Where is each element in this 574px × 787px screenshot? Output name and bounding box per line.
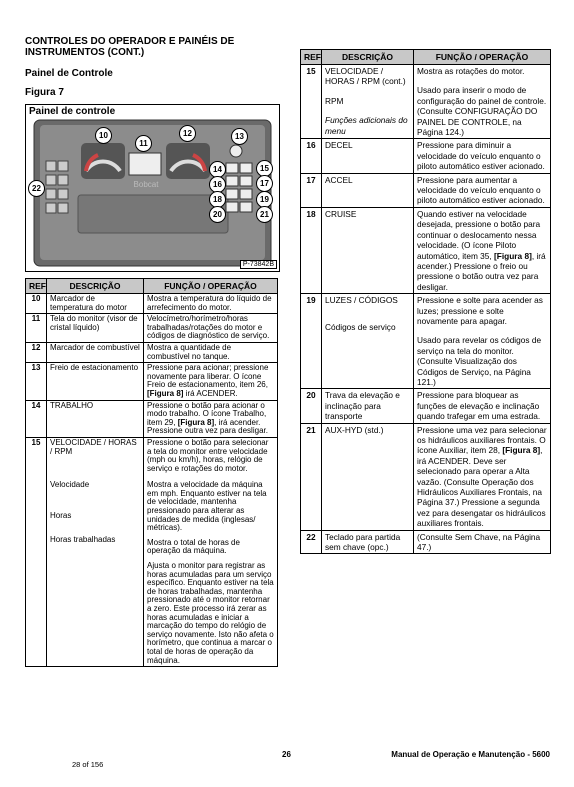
func-text: Pressione e solte para acender as luzes; pressione e solte novamente para apagar.: [417, 295, 543, 326]
row-ref: 15: [301, 65, 322, 139]
pdf-page-indicator: 28 of 156: [72, 760, 104, 769]
callout-20: 20: [209, 206, 226, 223]
callout-18: 18: [209, 191, 226, 208]
func-text: Mostra o total de horas de operação da máquina.: [147, 537, 240, 556]
func-text: , irá acender.) Pressione o freio ou pressione o botão outra vez para desligar.: [417, 250, 546, 292]
row-desc: TRABALHO: [47, 400, 144, 437]
func-text: Quando estiver na velocidade desejada, pressione o botão para continuar o deslocamento nessa velocidade. (O ícone Piloto automático, item 35,: [417, 208, 541, 261]
row-ref: 11: [26, 314, 47, 343]
figure-code: P-73842B: [240, 260, 277, 269]
row-ref: 15: [26, 437, 47, 666]
row-func: Mostra a temperatura do líquido de arrefecimento do motor.: [144, 294, 278, 314]
row-ref: 16: [301, 139, 322, 173]
table-row: [301, 173, 551, 207]
func-text: Usado para inserir o modo de configuração do painel de controle. (Consulte CONFIGURAÇÃO DO PAINEL DE CONTROLE, na Página 124.): [417, 85, 547, 138]
callout-22: 22: [28, 180, 45, 197]
callout-16: 16: [209, 176, 226, 193]
table-row: [301, 294, 551, 389]
row-func: [414, 294, 551, 389]
callout-14: 14: [209, 161, 226, 178]
table-row: [301, 423, 551, 530]
table-row: [301, 65, 551, 139]
row-ref: 12: [26, 342, 47, 362]
callout-19: 19: [256, 191, 273, 208]
table-row: [301, 139, 551, 173]
row-desc: AUX-HYD (std.): [322, 423, 414, 530]
col-header-ref: REF: [301, 50, 322, 65]
row-ref: 10: [26, 294, 47, 314]
col-header-desc: DESCRIÇÃO: [322, 50, 414, 65]
row-func: [144, 400, 278, 437]
row-desc: [47, 437, 144, 666]
col-header-ref: REF: [26, 279, 47, 294]
table-row: [26, 314, 278, 343]
brand-logo: Bobcat: [133, 180, 159, 189]
row-desc: ACCEL: [322, 173, 414, 207]
col-header-func: FUNÇÃO / OPERAÇÃO: [144, 279, 278, 294]
table-header-row: [26, 279, 278, 294]
func-text: Usado para revelar os códigos de serviço na tela do monitor. (Consulte Visualização dos Códigos de Serviço, na Página 121.): [417, 335, 542, 387]
row-func: Pressione para diminuir a velocidade do veículo enquanto o piloto automático estiver acionado.: [414, 139, 551, 173]
func-text: Mostra a velocidade da máquina em mph. Enquanto estiver na tela de velocidade, mantenha pressionado para alterar as unidades de medida (inglesas/ métricas).: [147, 480, 267, 533]
row-func: Velocímetro/horímetro/horas trabalhadas/rotações do motor e códigos de diagnóstico de serviço.: [144, 314, 278, 343]
row-ref: 14: [26, 400, 47, 437]
desc-text: Códigos de serviço: [325, 321, 396, 332]
desc-text: Funções adicionais do menu: [325, 115, 408, 136]
page-heading: CONTROLES DO OPERADOR E PAINÉIS DE INSTRUMENTOS (CONT.): [25, 36, 235, 58]
callout-13: 13: [231, 128, 248, 145]
row-func: Mostra a quantidade de combustível no tanque.: [144, 342, 278, 362]
func-text: Pressione uma vez para selecionar os hidráulicos auxiliares frontais. O ícone Auxiliar, item 28,: [417, 424, 547, 456]
callout-17: 17: [256, 175, 273, 192]
func-text: Pressione para acionar; pressione novamente para liberar. O ícone Freio de estacionamento, item 26,: [147, 363, 269, 390]
figure-ref: [Figura 8]: [494, 250, 532, 261]
section-title: Painel de Controle: [25, 68, 113, 79]
row-desc: Freio de estacionamento: [47, 363, 144, 400]
left-reference-table: [25, 278, 278, 667]
row-func: (Consulte Sem Chave, na Página 47.): [414, 530, 551, 554]
func-text: Pressione o botão para selecionar a tela do monitor entre velocidade (mph ou km/h), horas, relógio de serviço e rotações do motor.: [147, 437, 269, 473]
right-reference-table: [300, 49, 551, 554]
figure-title: Painel de controle: [29, 106, 116, 117]
callout-11: 11: [135, 135, 152, 152]
row-desc: Marcador de temperatura do motor: [47, 294, 144, 314]
figure-ref: [Figura 8]: [502, 445, 541, 456]
row-ref: 17: [301, 173, 322, 207]
desc-text: Horas trabalhadas: [50, 535, 116, 545]
figure-label: Figura 7: [25, 87, 64, 98]
col-header-desc: DESCRIÇÃO: [47, 279, 144, 294]
table-row: [301, 389, 551, 423]
row-ref: 21: [301, 423, 322, 530]
table-row: [26, 294, 278, 314]
row-ref: 13: [26, 363, 47, 400]
row-func: Pressione para aumentar a velocidade do veículo enquanto o piloto automático estiver acionado.: [414, 173, 551, 207]
table-row: [26, 400, 278, 437]
desc-text: Velocidade: [50, 480, 90, 490]
row-desc: DECEL: [322, 139, 414, 173]
row-func: Pressione para bloquear as funções de elevação e inclinação quando trafegar em uma estrada.: [414, 389, 551, 423]
desc-text: VELOCIDADE / HORAS / RPM (cont.): [325, 66, 406, 87]
table-row: [26, 363, 278, 400]
table-header-row: [301, 50, 551, 65]
row-func: [144, 437, 278, 666]
callout-21: 21: [256, 206, 273, 223]
row-func: [414, 65, 551, 139]
table-row: [26, 342, 278, 362]
func-text: irá ACENDER.: [185, 388, 238, 398]
row-ref: 19: [301, 294, 322, 389]
page-number: 26: [282, 750, 291, 759]
func-text: Mostra as rotações do motor.: [417, 66, 525, 76]
row-desc: Teclado para partida sem chave (opc.): [322, 530, 414, 554]
row-func: [414, 423, 551, 530]
desc-text: VELOCIDADE / HORAS / RPM: [50, 437, 137, 456]
row-func: [414, 207, 551, 293]
row-desc: Marcador de combustível: [47, 342, 144, 362]
control-panel-figure: [25, 104, 280, 272]
func-text: , irá acender. Pressione outra vez para desligar.: [147, 417, 268, 436]
callout-12: 12: [179, 125, 196, 142]
row-ref: 20: [301, 389, 322, 423]
figure-ref: [Figura 8]: [147, 388, 184, 398]
func-text: , irá ACENDER. Deve ser selecionado para operar a Alta vazão. (Consulte Operação dos Hidráulicos Auxiliares Frontais, na Página 37.) Pressione a segunda vez para desengatar os hidráulicos auxiliares frontais.: [417, 445, 546, 529]
table-row: [301, 207, 551, 293]
table-row: [301, 530, 551, 554]
col-header-func: FUNÇÃO / OPERAÇÃO: [414, 50, 551, 65]
func-text: Ajusta o monitor para registrar as horas acumuladas para um serviço específico. Enquanto estiver na tela de horas trabalhadas, mantenha pressionado até o monitor retornar a zero. Este processo irá zerar as horas acumuladas e iniciar a marcação do tempo do relógio de serviço novamente. Isto não afeta o horímetro, que continua a marcar o total de horas de operação da máquina.: [147, 561, 274, 665]
row-ref: 22: [301, 530, 322, 554]
manual-title: Manual de Operação e Manutenção - 5600: [391, 750, 550, 759]
row-desc: [322, 65, 414, 139]
row-desc: Trava da elevação e inclinação para transporte: [322, 389, 414, 423]
desc-text: LUZES / CÓDIGOS: [325, 295, 398, 306]
desc-text: Horas: [50, 510, 72, 520]
row-desc: [322, 294, 414, 389]
row-func: [144, 363, 278, 400]
row-ref: 18: [301, 207, 322, 293]
desc-text: RPM: [325, 95, 344, 106]
table-row: [26, 437, 278, 666]
row-desc: CRUISE: [322, 207, 414, 293]
callout-10: 10: [95, 127, 112, 144]
row-desc: Tela do monitor (visor de cristal líquido): [47, 314, 144, 343]
callout-15: 15: [256, 160, 273, 177]
func-text: Pressione o botão para acionar o modo trabalho. O ícone Trabalho, item 29,: [147, 400, 267, 427]
figure-ref: [Figura 8]: [177, 417, 215, 427]
